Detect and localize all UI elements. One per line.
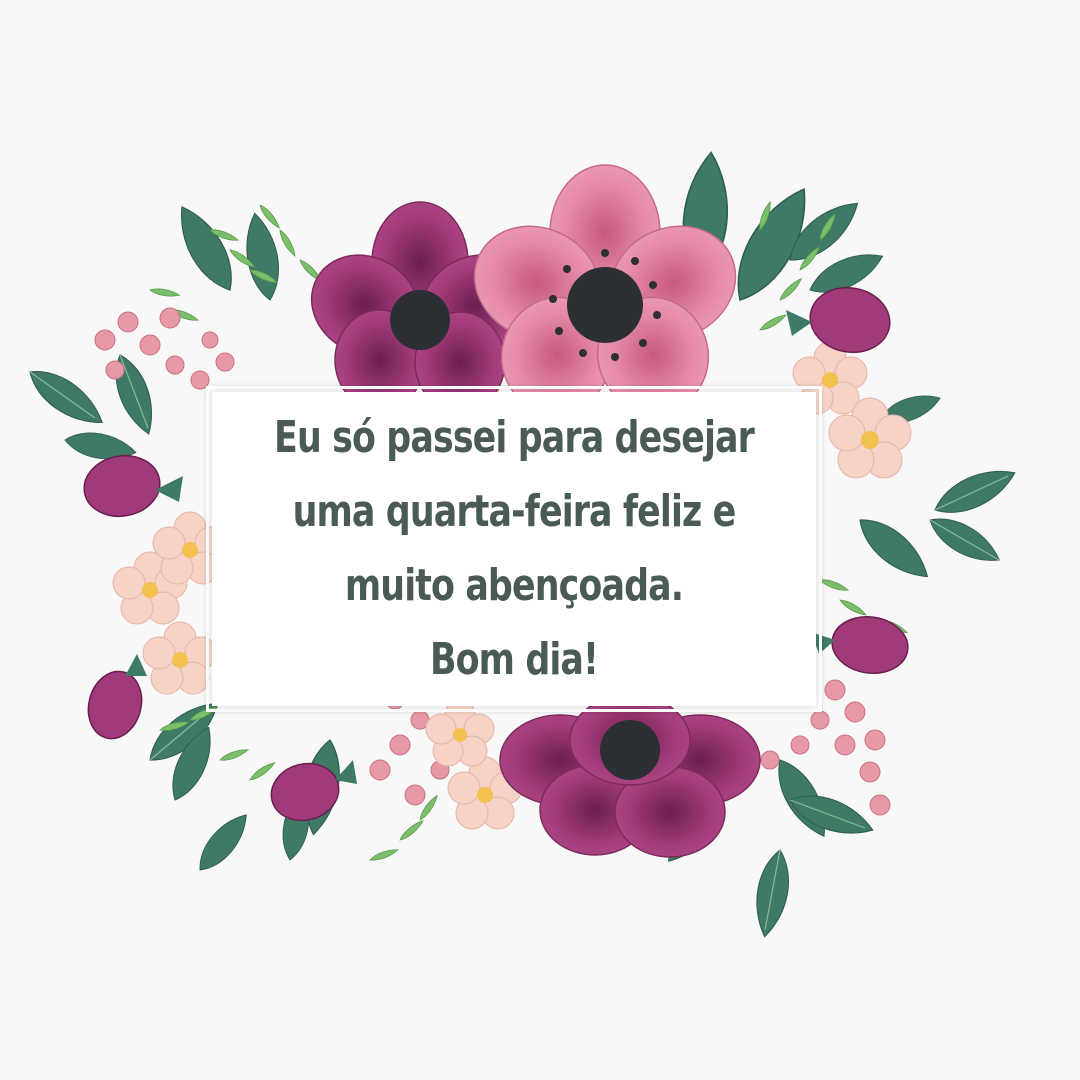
message-line-3: muito abençoada. <box>344 560 684 611</box>
message-line-2: uma quarta-feira feliz e <box>292 486 736 537</box>
message-line-1: Eu só passei para desejar <box>274 412 754 463</box>
message-line-4: Bom dia! <box>429 634 599 685</box>
magenta-flower-bottom <box>500 695 760 857</box>
greeting-message <box>248 392 780 706</box>
